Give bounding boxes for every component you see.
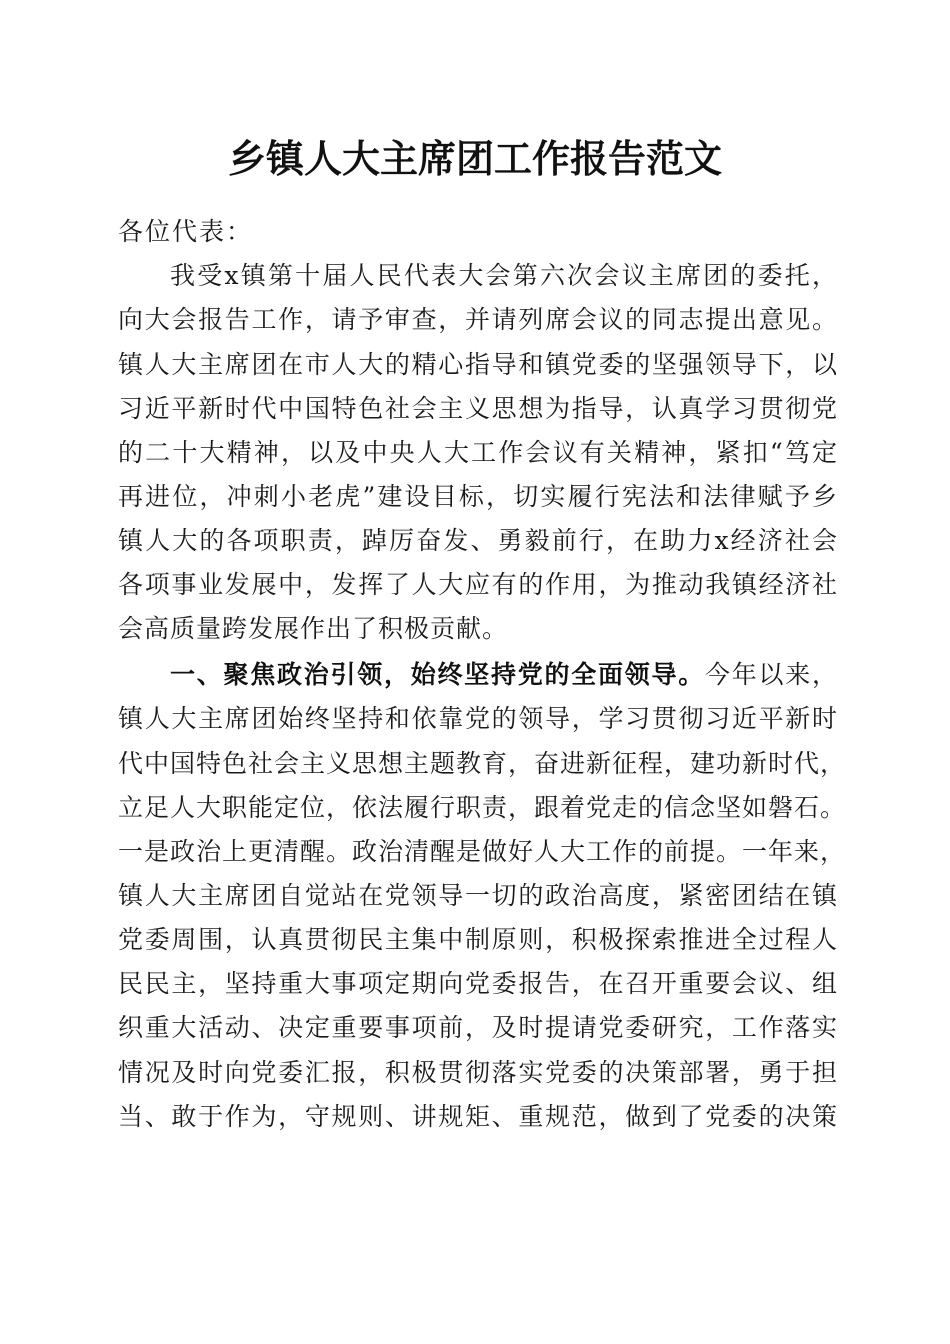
paragraph-line: 代中国特色社会主义思想主题教育，奋进新征程，建功新时代， xyxy=(118,749,847,778)
section-lead-text: 今年以来， xyxy=(704,660,838,689)
paragraph-line: 镇人大主席团始终坚持和依靠党的领导，学习贯彻习近平新时 xyxy=(118,704,838,733)
paragraph-line: 一是政治上更清醒。政治清醒是做好人大工作的前提。一年来， xyxy=(118,837,847,866)
paragraph-line: 镇人大主席团在市人大的精心指导和镇党委的坚强领导下，以 xyxy=(118,350,838,379)
paragraph-line: 镇人大主席团自觉站在党领导一切的政治高度，紧密团结在镇 xyxy=(118,881,838,910)
paragraph-line: 会高质量跨发展作出了积极贡献。 xyxy=(118,614,509,643)
paragraph-line: 织重大活动、决定重要事项前，及时提请党委研究，工作落实 xyxy=(118,1013,838,1042)
paragraph-line: 再进位，冲刺小老虎”建设目标，切实履行宪法和法律赋予乡 xyxy=(118,482,838,511)
paragraph-line: 党委周围，认真贯彻民主集中制原则，积极探索推进全过程人 xyxy=(118,925,838,954)
greeting: 各位代表： xyxy=(118,217,254,246)
paragraph-line: 我受x镇第十届人民代表大会第六次会议主席团的委托， xyxy=(170,261,838,290)
paragraph-line: 立足人大职能定位，依法履行职责，跟着党走的信念坚如磐石。 xyxy=(118,793,847,822)
paragraph-line: 情况及时向党委汇报，积极贯彻落实党委的决策部署，勇于担 xyxy=(118,1058,838,1087)
paragraph-line: 当、敢于作为，守规则、讲规矩、重规范，做到了党委的决策 xyxy=(118,1102,838,1131)
section-heading-line xyxy=(170,653,838,697)
paragraph-line: 各项事业发展中，发挥了人大应有的作用，为推动我镇经济社 xyxy=(118,570,838,599)
paragraph-line: 向大会报告工作，请予审查，并请列席会议的同志提出意见。 xyxy=(118,305,838,334)
document-title: 乡镇人大主席团工作报告范文 xyxy=(227,136,722,181)
paragraph-line: 镇人大的各项职责，踔厉奋发、勇毅前行，在助力x经济社会 xyxy=(118,526,838,555)
paragraph-line: 民民主，坚持重大事项定期向党委报告，在召开重要会议、组 xyxy=(118,969,838,998)
paragraph-line: 习近平新时代中国特色社会主义思想为指导，认真学习贯彻党 xyxy=(118,394,838,423)
section-heading: 一、聚焦政治引领，始终坚持党的全面领导。 xyxy=(170,660,705,689)
paragraph-line: 的二十大精神，以及中央人大工作会议有关精神，紧扣“笃定 xyxy=(118,438,838,467)
